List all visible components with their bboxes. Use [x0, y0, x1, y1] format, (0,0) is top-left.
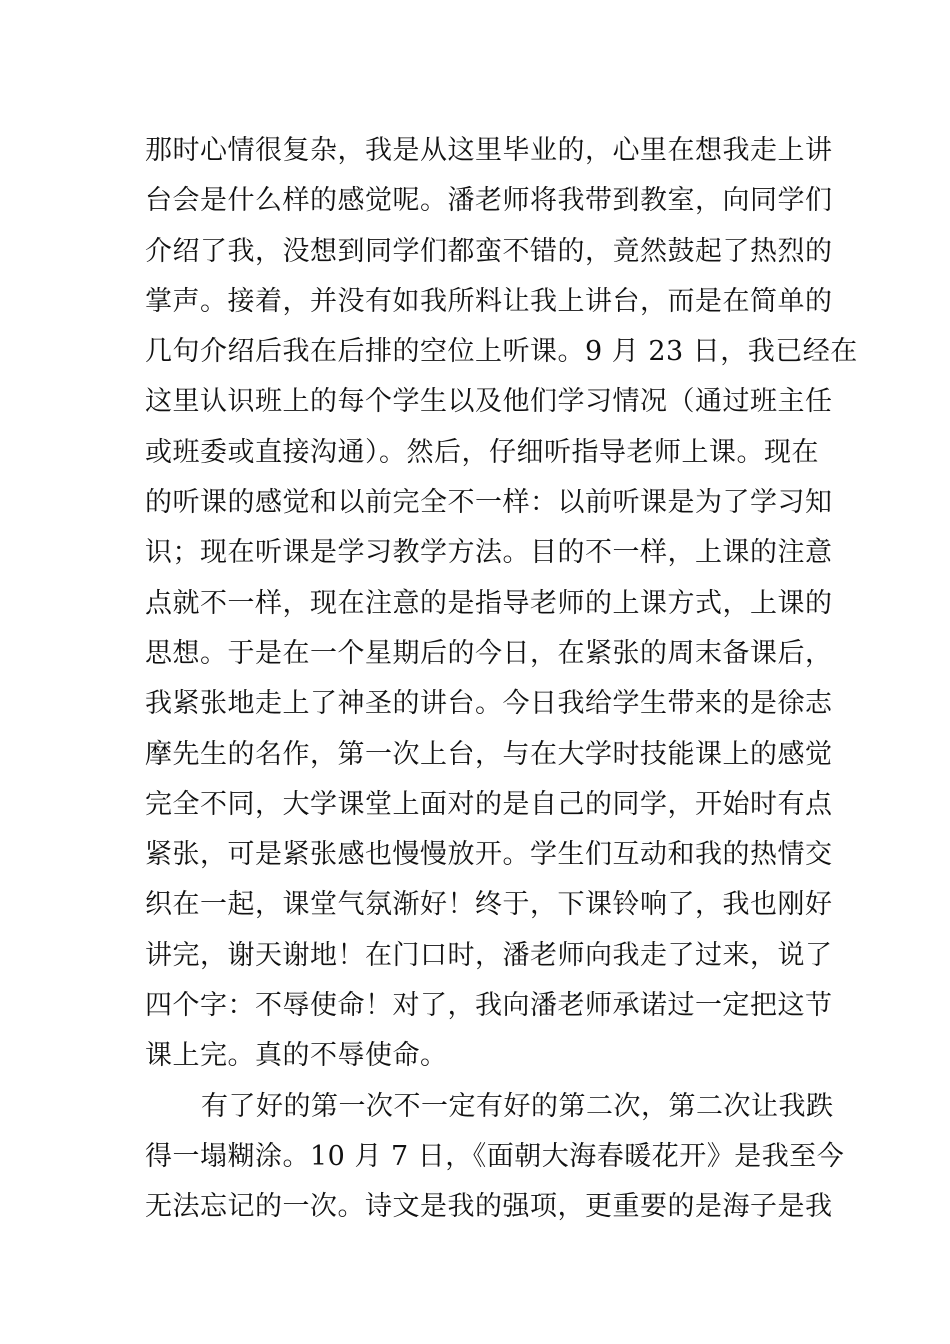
text-line: 那时心情很复杂，我是从这里毕业的，心里在想我走上讲: [145, 135, 833, 166]
text-line: 紧张，可是紧张感也慢慢放开。学生们互动和我的热情交: [145, 839, 833, 871]
text-line: 介绍了我，没想到同学们都蛮不错的，竟然鼓起了热烈的: [145, 235, 833, 267]
document-body: [145, 126, 858, 1233]
text-line: 讲完，谢天谢地！在门口时，潘老师向我走了过来，说了: [145, 939, 833, 971]
text-line: 几句介绍后我在后排的空位上听课。9 月 23 日，我已经在: [145, 336, 858, 368]
text-line: 思想。于是在一个星期后的今日，在紧张的周末备课后，: [145, 637, 833, 669]
text-line: 织在一起，课堂气氛渐好！终于，下课铃响了，我也刚好: [145, 889, 833, 921]
text-line: 识；现在听课是学习教学方法。目的不一样，上课的注意: [145, 537, 833, 569]
text-line: 四个字：不辱使命！对了，我向潘老师承诺过一定把这节: [145, 990, 833, 1022]
text-line: 得一塌糊涂。10 月 7 日，《面朝大海春暖花开》是我至今: [145, 1140, 845, 1172]
text-line: 我紧张地走上了神圣的讲台。今日我给学生带来的是徐志: [145, 688, 833, 720]
text-line: 这里认识班上的每个学生以及他们学习情况（通过班主任: [145, 386, 833, 418]
text-line: 台会是什么样的感觉呢。潘老师将我带到教室，向同学们: [145, 185, 833, 217]
text-line: 掌声。接着，并没有如我所料让我上讲台，而是在简单的: [145, 285, 833, 317]
paragraph-start-line: 有了好的第一次不一定有好的第二次，第二次让我跌: [201, 1090, 834, 1122]
text-line: 的听课的感觉和以前完全不一样：以前听课是为了学习知: [145, 487, 833, 519]
text-line: 或班委或直接沟通）。然后，仔细听指导老师上课。现在: [145, 436, 819, 468]
text-line: 完全不同，大学课堂上面对的是自己的同学，开始时有点: [145, 788, 833, 820]
text-line: 无法忘记的一次。诗文是我的强项，更重要的是海子是我: [145, 1191, 833, 1223]
text-line: 摩先生的名作，第一次上台，与在大学时技能课上的感觉: [145, 738, 833, 770]
text-line: 课上完。真的不辱使命。: [145, 1040, 448, 1072]
text-line: 点就不一样，现在注意的是指导老师的上课方式，上课的: [145, 587, 833, 619]
